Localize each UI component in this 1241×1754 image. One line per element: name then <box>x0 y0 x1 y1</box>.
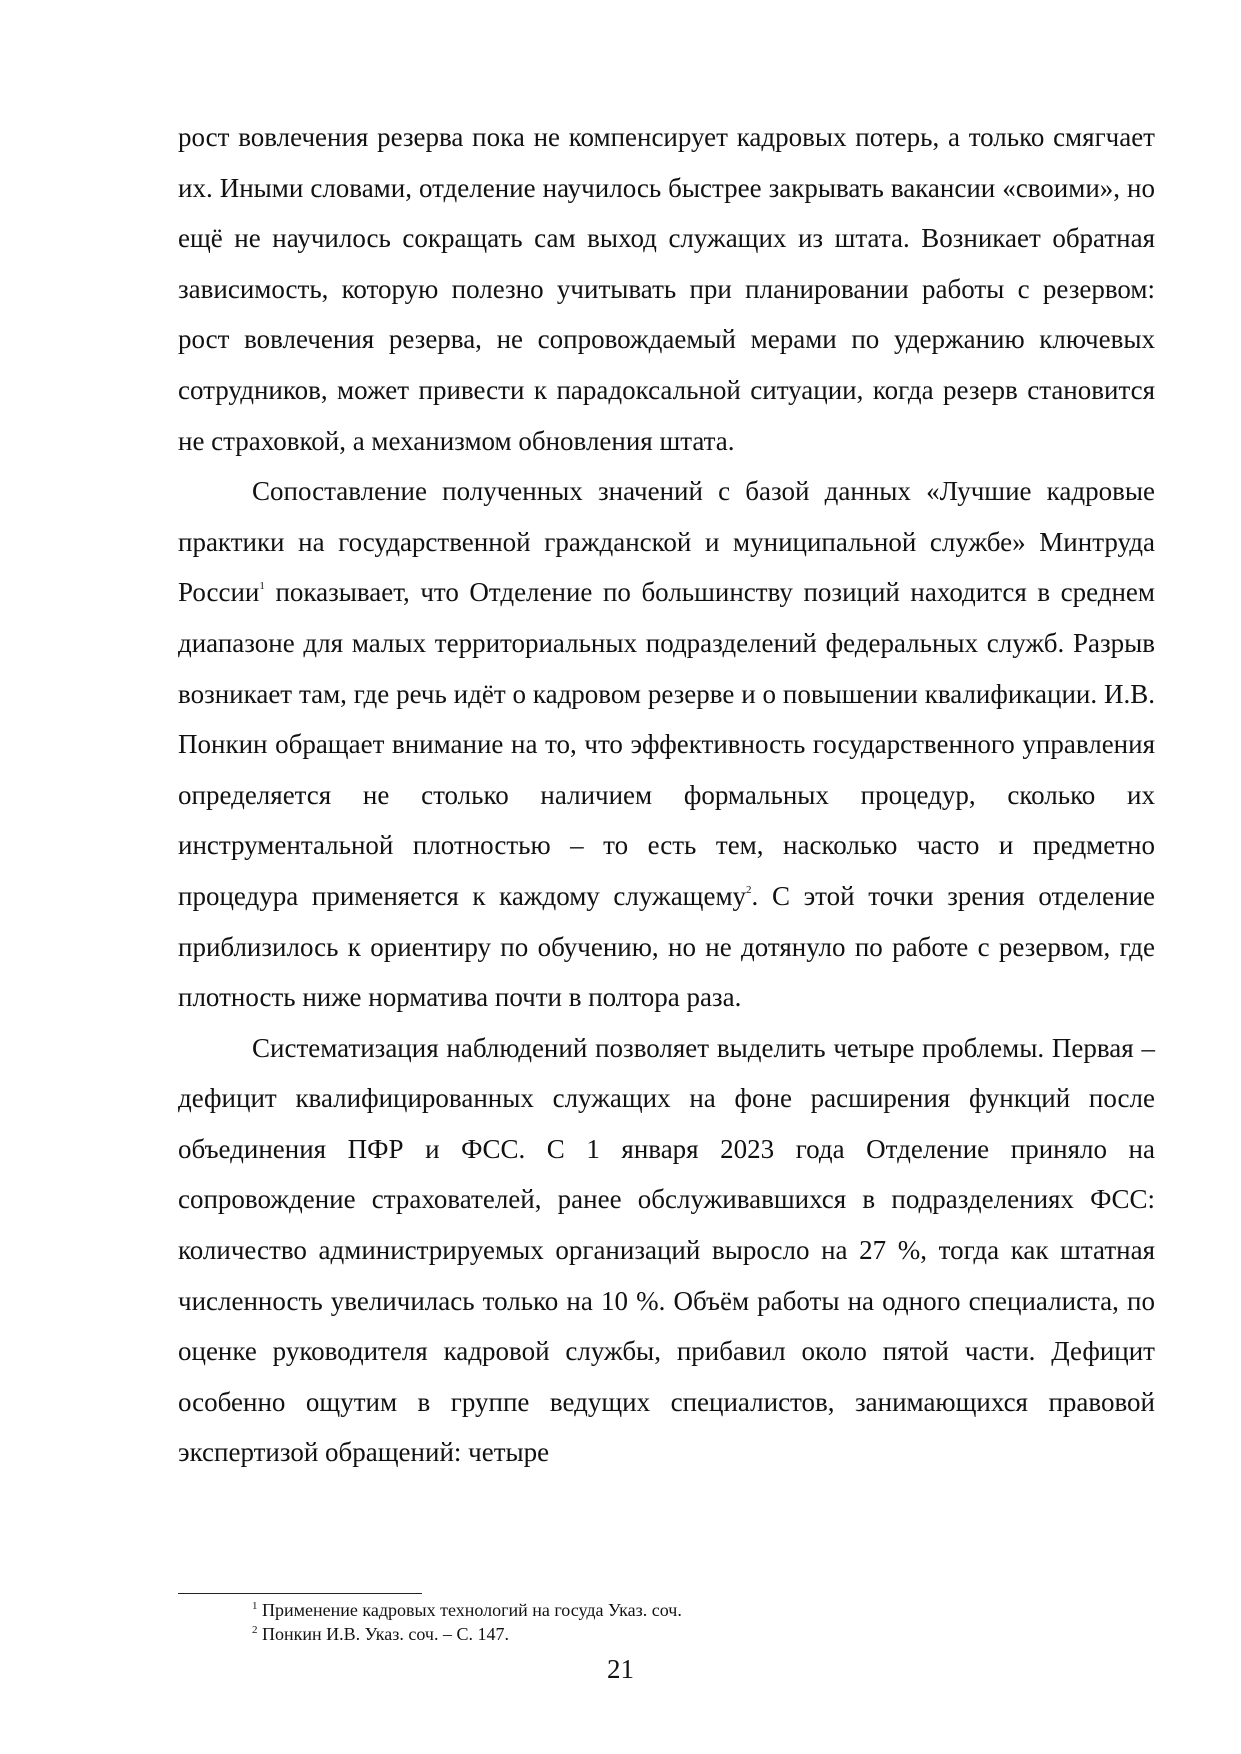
footnote-number: 2 <box>252 1624 258 1636</box>
footnote-reference-1[interactable]: 1 <box>259 580 265 593</box>
footnote-text: Понкин И.В. Указ. соч. – С. 147. <box>262 1624 509 1644</box>
footnote-text: Применение кадровых технологий на госуда Указ. соч. <box>262 1600 682 1620</box>
footnote-1 <box>252 1598 1152 1622</box>
paragraph-text-segment: показывает, что Отделение по большинству позиций находится в среднем диапазоне для малых территориальных подразделений федеральных служб. Разрыв возникает там, где речь идёт о кадровом резерве и о повышении квалификации. И.В. Понкин обращает внимание на то, что эффективность государственного управления определяется не столько наличием формальных процедур, сколько их инструментальной плотностью – то есть тем, насколько часто и предметно процедура применяется к каждому служащему <box>178 577 1155 911</box>
paragraph-problems-systematization: Систематизация наблюдений позволяет выделить четыре проблемы. Первая – дефицит квалифицированных служащих на фоне расширения функций после объединения ПФР и ФСС. С 1 января 2023 года Отделение приняло на сопровождение страхователей, ранее обслуживавшихся в подразделениях ФСС: количество администрируемых организаций выросло на 27 %, тогда как штатная численность увеличилась только на 10 %. Объём работы на одного специалиста, по оценке руководителя кадровой службы, прибавил около пятой части. Дефицит особенно ощутим в группе ведущих специалистов, занимающихся правовой экспертизой обращений: четыре <box>178 1032 1155 1468</box>
footnote-2 <box>252 1622 1152 1646</box>
footnote-reference-2[interactable]: 2 <box>746 883 752 896</box>
paragraph-best-practices-comparison <box>178 466 1155 1023</box>
paragraph-reserve-involvement: рост вовлечения резерва пока не компенсирует кадровых потерь, а только смягчает их. Иными словами, отделение научилось быстрее закрывать вакансии «своими», но ещё не научилось сокращать сам выход служащих из штата. Возникает обратная зависимость, которую полезно учитывать при планировании работы с резервом: рост вовлечения резерва, не сопровождаемый мерами по удержанию ключевых сотрудников, может привести к парадоксальной ситуации, когда резерв становится не страховкой, а механизмом обновления штата. <box>178 122 1155 456</box>
footnote-separator <box>178 1593 422 1594</box>
document-body <box>178 112 1155 1478</box>
footnotes <box>252 1598 1152 1646</box>
footnote-number: 1 <box>252 1600 258 1612</box>
paragraph-text-segment: Сопоставление полученных значений с базой данных «Лучшие кадровые практики на государственной гражданской и муниципальной службе» Минтруда России <box>178 476 1155 608</box>
page-number: 21 <box>607 1654 634 1684</box>
paragraph-text-segment: . С этой точки зрения отделение приблизилось к ориентиру по обучению, но не дотянуло по работе с резервом, где плотность ниже норматива почти в полтора раза. <box>178 880 1155 1013</box>
